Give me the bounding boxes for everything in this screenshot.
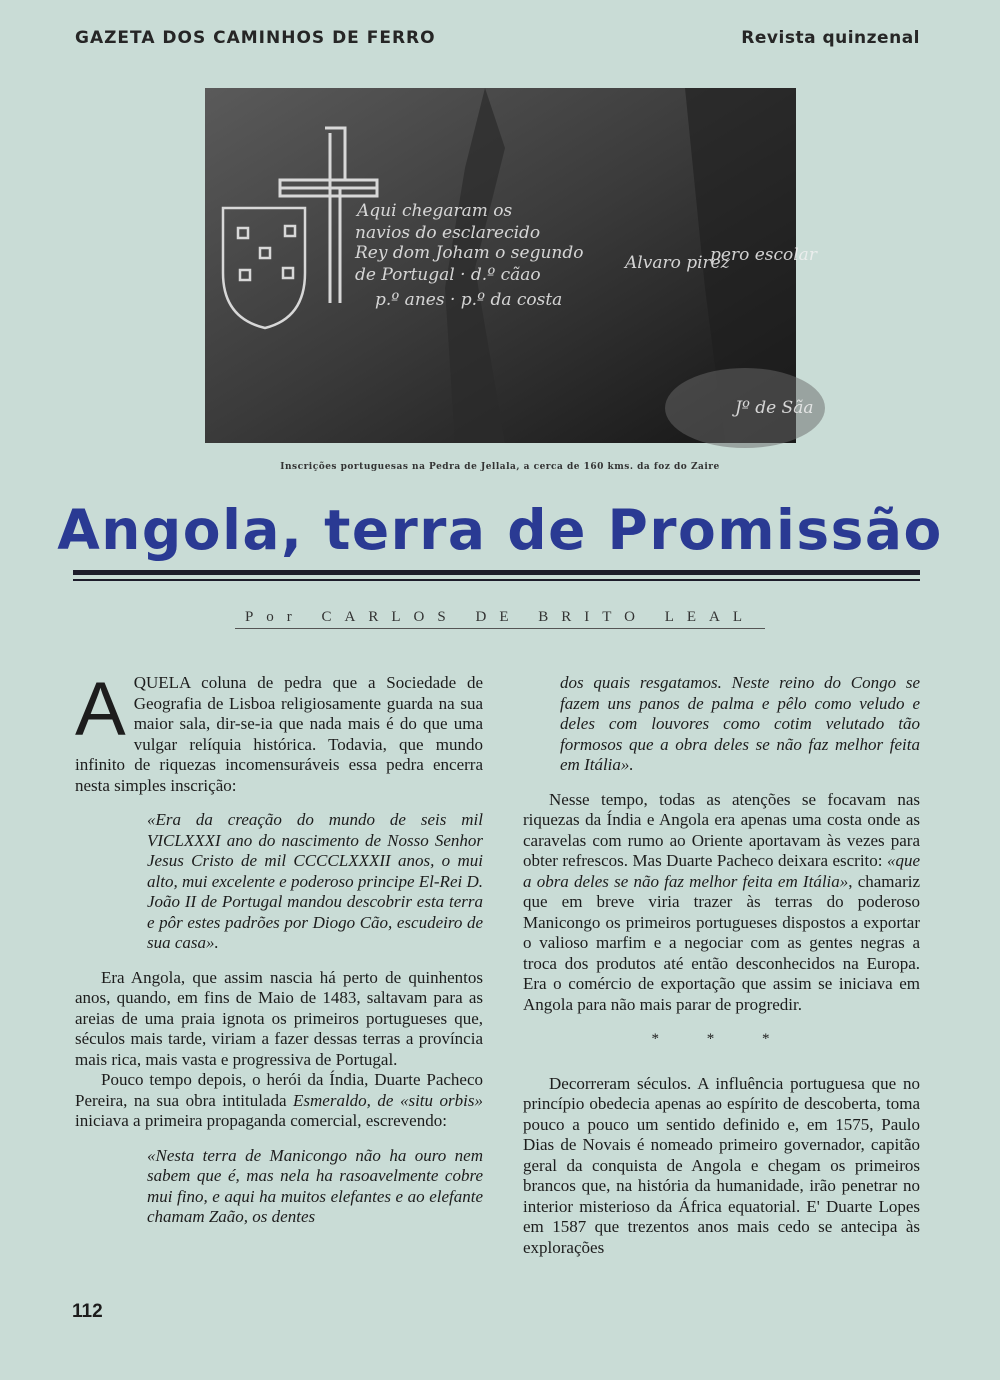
block-quote: «Era da creação do mundo de seis mil VICLXXXI ano do nascimento de Nosso Senhor Jesus Cristo de mil CCCCLXXXII anos, o mui alto, mui excelente e poderoso principe El-Rei D. João II de Portugal mandou descobrir esta terra e pôr estes padrões por Diogo Cão, escudeiro de sua casa».: [147, 810, 483, 952]
inscription-line: Alvaro pirez: [625, 253, 730, 273]
journal-title: GAZETA DOS CAMINHOS DE FERRO: [75, 28, 436, 48]
book-title: Esmeraldo, de «situ orbis»: [293, 1090, 483, 1110]
inscription-line: p.º anes · p.º da costa: [375, 290, 563, 310]
paragraph: [523, 790, 920, 1016]
byline-underline: [235, 628, 765, 629]
left-column: [75, 667, 483, 1228]
article-title: Angola, terra de Promissão: [57, 498, 943, 562]
paragraph-text: , chamariz que em breve viria trazer às terras do poderoso Manicongo os primeiros portugueses dispostos a exportar o valioso marfim e a negociar com as gentes negras a troca dos produtos até então desconhecidos na Europa. Era o comércio de exportação que assim se iniciava em Angola para não mais parar de progredir.: [523, 871, 920, 1014]
paragraph-text: QUELA coluna de pedra que a Sociedade de Geografia de Lisboa religiosamente guarda na sua maior sala, dir-se-ia que nada mais é do que uma vulgar relíquia histórica. Todavia, que mundo infinito de riquezas incomensuráveis essa pedra encerra nesta simples inscrição:: [75, 673, 483, 795]
inscription-line: de Portugal · d.º cãao: [355, 265, 541, 285]
inscription-line: Jº de Sãa: [735, 398, 814, 418]
title-rule-thick: [73, 570, 920, 575]
paragraph: [75, 1070, 483, 1132]
inscription-line: Aqui chegaram os: [357, 201, 513, 221]
inscription-line: navios do esclarecido: [355, 223, 541, 243]
block-quote: «Nesta terra de Manicongo não ha ouro nem sabem que é, mas nela ha rasoavelmente cobre mui fino, e aqui ha muitos elefantes e ao elefante chamam Zaão, os dentes: [147, 1145, 483, 1226]
paragraph: Era Angola, que assim nascia há perto de quinhentos anos, quando, em fins de Maio de 1483, saltavam para as areias de uma praia ignota os primeiros portugueses que, séculos mais tarde, viriam a fazer dessas terras a província mais rica, mais vasta e progressiva de Portugal.: [75, 967, 483, 1069]
opening-paragraph: [75, 667, 483, 796]
page-number: 112: [72, 1301, 103, 1322]
inscription-photo: [205, 88, 817, 443]
section-separator: * * *: [651, 1031, 792, 1047]
photo-caption: Inscrições portuguesas na Pedra de Jellala, a cerca de 160 kms. da foz do Zaire: [280, 462, 720, 472]
author-byline: Por CARLOS DE BRITO LEAL: [244, 609, 756, 625]
paragraph-text: Nesse tempo, todas as atenções se focavam nas riquezas da Índia e Angola era apenas uma costa onde as caravelas com rumo ao Oriente aportavam às vezes para obter refrescos. Mas Duarte Pacheco deixara escrito:: [523, 789, 920, 870]
paragraph-text: iniciava a primeira propaganda comercial, escrevendo:: [75, 1111, 447, 1130]
journal-subtitle: Revista quinzenal: [741, 28, 920, 48]
title-rule-thin: [73, 579, 920, 581]
paragraph-text: Pouco tempo depois, o herói da Índia, Duarte Pacheco Pereira, na sua obra intitulada: [75, 1070, 483, 1110]
paragraph: Decorreram séculos. A influência portuguesa que no princípio obedecia apenas ao espírito de descoberta, toma pouco a pouco um sentido definido e, em 1575, Paulo Dias de Novais é nomeado primeiro governador, capitão geral da conquista de Angola e chegam os primeiros brancos que, na história da humanidade, irão penetrar no interior misterioso da África equatorial. E' Duarte Lopes em 1587 que trezentos anos mais cedo se antecipa às explorações: [523, 1073, 920, 1257]
drop-cap: A: [75, 667, 126, 752]
rock-inscription-image: [205, 88, 817, 443]
inscription-line: Rey dom Joham o segundo: [355, 243, 584, 263]
right-column: [523, 673, 920, 1258]
block-quote-continued: dos quais resgatamos. Neste reino do Congo se fazem uns panos de palma e pêlo como veludo e deles com louvores como cotim velutado tão formosos que a obra deles se não faz melhor feita em Itália».: [560, 673, 920, 774]
inscription-line: pero escolar: [710, 245, 817, 265]
quoted-text: «que a obra deles se não faz melhor feita em Itália»: [523, 851, 920, 891]
